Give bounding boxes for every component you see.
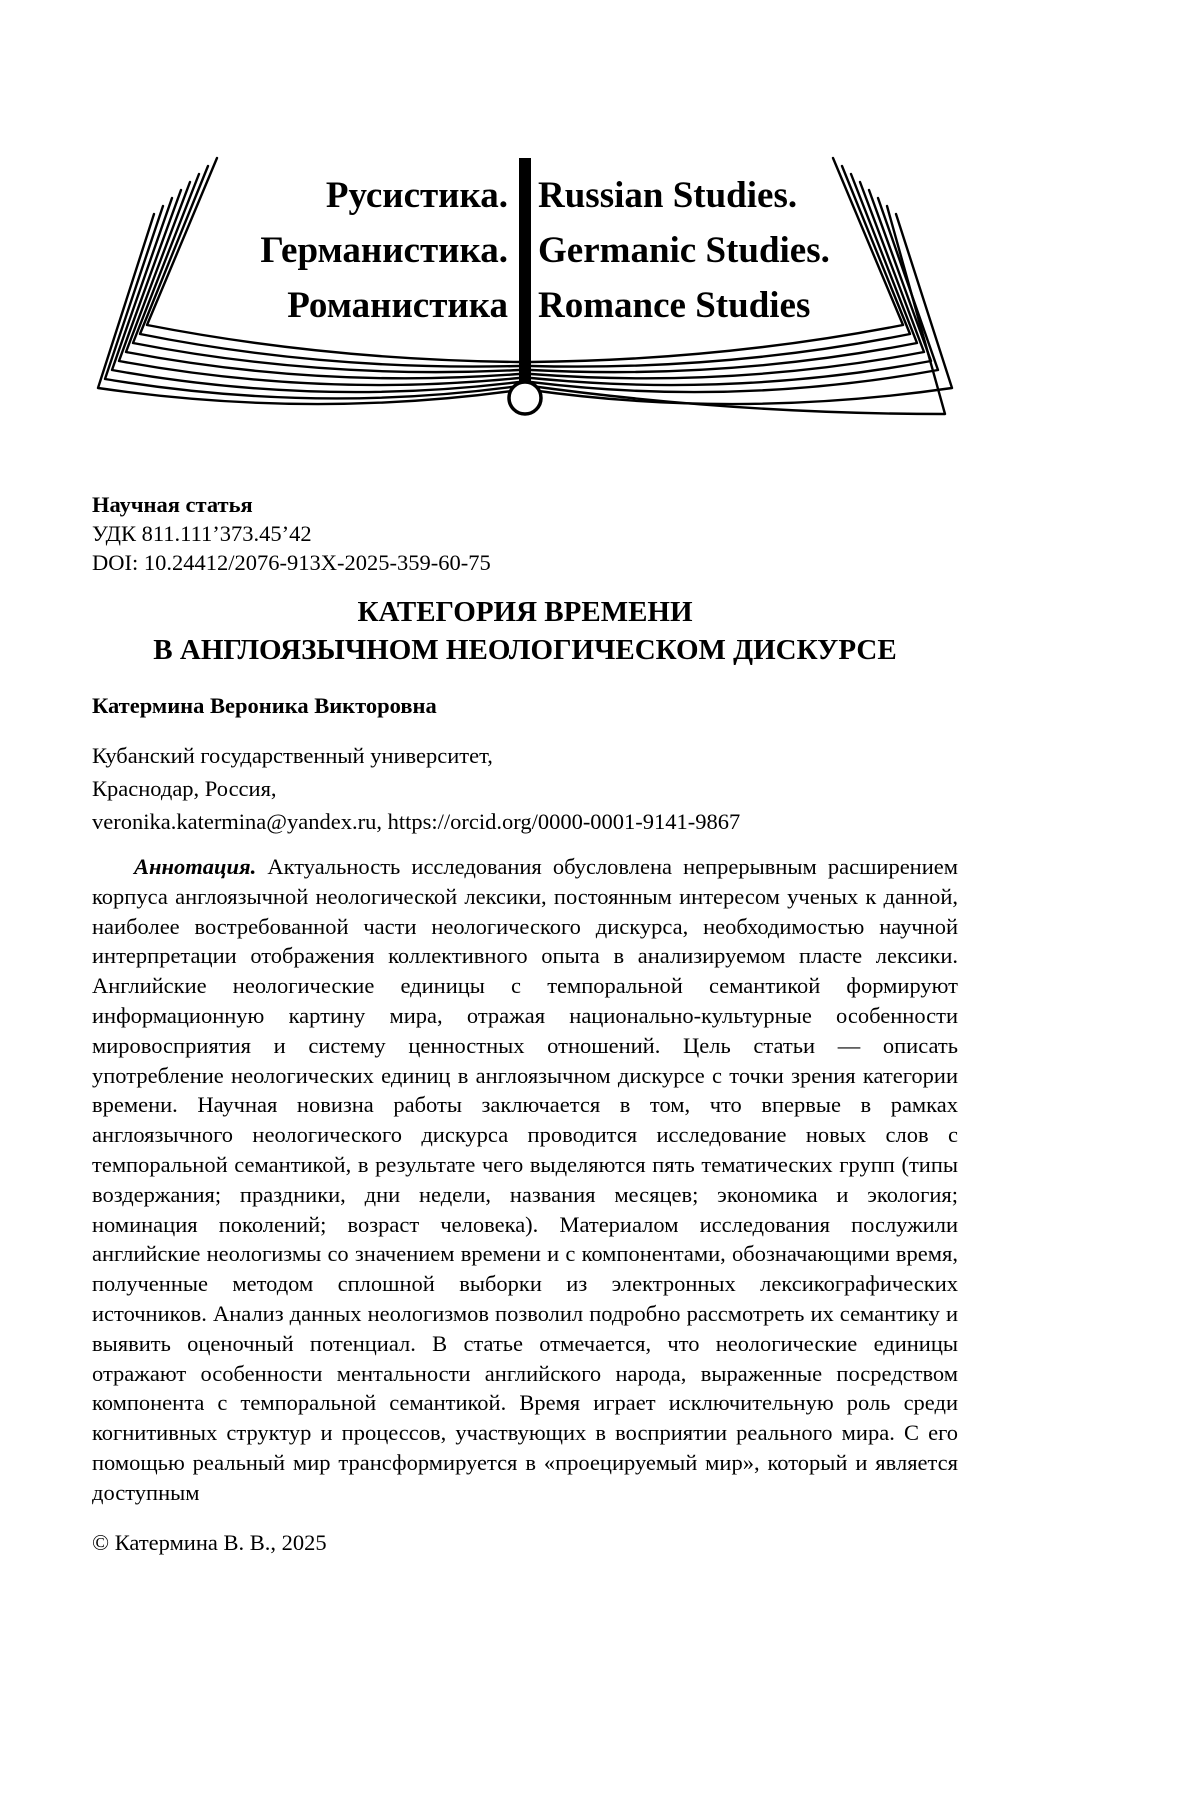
article-title-line1: КАТЕГОРИЯ ВРЕМЕНИ	[357, 596, 693, 628]
author-affiliation	[92, 739, 958, 838]
logo-line-english-1: Russian Studies.	[538, 175, 798, 216]
author-contact-line: veronika.katermina@yandex.ru, https://orcid.org/0000-0001-9141-9867	[92, 809, 741, 834]
abstract-text: Актуальность исследования обусловлена непрерывным расширением корпуса англоязычной неологической лексики, постоянным интересом ученых к данной, наиболее востребованной части неологического дискурса, необходимостью научной интерпретации отображения коллективного опыта в анализируемом пласте лексики. Английские неологические единицы с темпоральной семантикой формируют информационную картину мира, отражая национально-культурные особенности мировосприятия и систему ценностных отношений. Цель статьи — описать употребление неологических единиц в англоязычном дискурсе с точки зрения категории времени. Научная новизна работы заключается в том, что впервые в рамках англоязычного неологического дискурса проводится исследование новых слов с темпоральной семантикой, в результате чего выделяются пять тематических групп (типы воздержания; праздники, дни недели, названия месяцев; экономика и экология; номинация поколений; возраст человека). Материалом исследования послужили английские неологизмы со значением времени и с компонентами, обозначающими время, полученные методом сплошной выборки из электронных лексикографических источников. Анализ данных неологизмов позволил подробно рассмотреть их семантику и выявить оценочный потенциал. В статье отмечается, что неологические единицы отражают особенности ментальности английского народа, выраженные посредством компонента с темпоральной семантикой. Время играет исключительную роль среди когнитивных структур и процессов, участвующих в восприятии реального мира. С его помощью реальный мир трансформируется в «проецируемый мир», который и является доступным	[92, 854, 958, 1505]
article-type-label: Научная статья	[92, 492, 253, 517]
abstract-paragraph	[92, 852, 958, 1508]
article-meta	[92, 490, 958, 577]
logo-title-english	[538, 168, 830, 333]
journal-logo	[92, 150, 958, 422]
logo-line-russian-1: Русистика.	[325, 175, 508, 216]
udc-number: УДК 811.111’373.45’42	[92, 521, 312, 546]
article-title-line2: В АНГЛОЯЗЫЧНОМ НЕОЛОГИЧЕСКОМ ДИСКУРСЕ	[153, 634, 897, 666]
logo-line-russian-2: Германистика.	[260, 230, 508, 271]
author-name: Катермина Вероника Викторовна	[92, 693, 437, 718]
affiliation-university: Кубанский государственный университет,	[92, 743, 493, 768]
logo-line-english-3: Romance Studies	[538, 285, 811, 326]
article-title	[92, 593, 958, 669]
affiliation-city: Краснодар, Россия,	[92, 776, 277, 801]
abstract-label: Аннотация.	[134, 854, 257, 879]
logo-line-english-2: Germanic Studies.	[538, 230, 830, 271]
journal-page	[92, 0, 958, 1556]
copyright-line: © Катермина В. В., 2025	[92, 1529, 327, 1555]
logo-title-russian	[260, 168, 508, 333]
doi-number: DOI: 10.24412/2076-913X-2025-359-60-75	[92, 550, 491, 575]
logo-line-russian-3: Романистика	[287, 285, 508, 326]
